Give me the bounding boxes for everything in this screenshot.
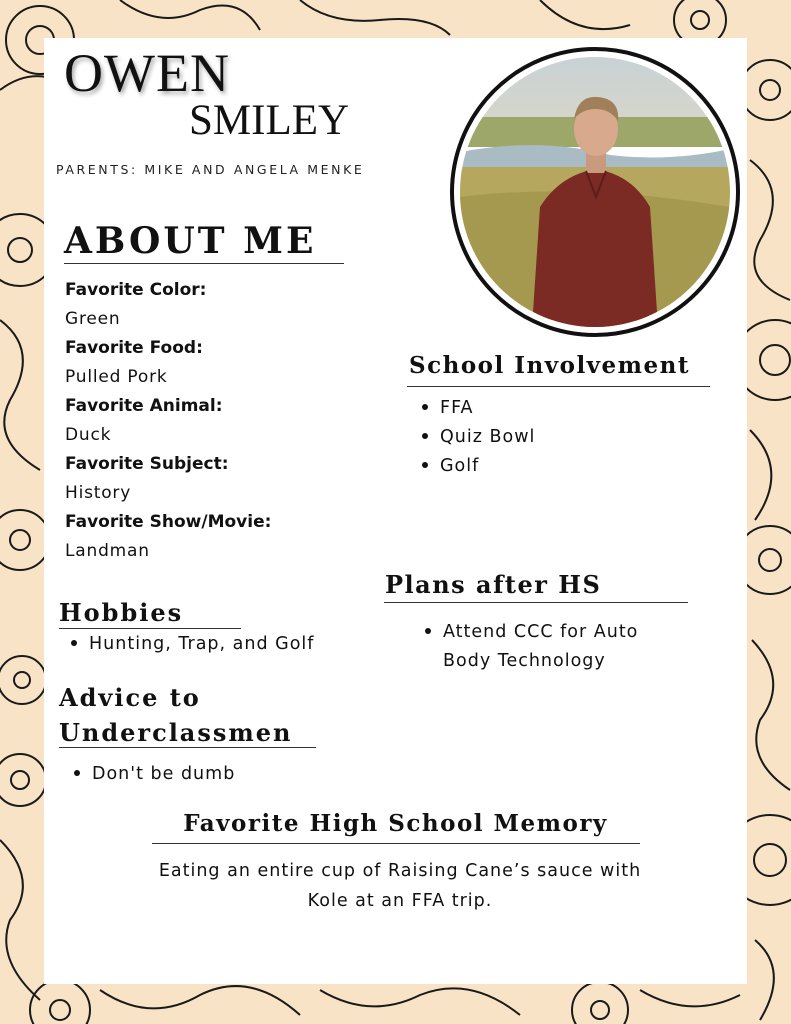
list-item: Quiz Bowl [416, 423, 535, 452]
favorite-subject-label: Favorite Subject: [65, 454, 229, 474]
memory-heading: Favorite High School Memory [183, 810, 608, 837]
favorite-food-label: Favorite Food: [65, 338, 203, 358]
favorites-list [65, 276, 271, 566]
favorite-food-value: Pulled Pork [65, 367, 168, 387]
about-me-heading: ABOUT ME [64, 220, 317, 262]
school-involvement-underline [407, 386, 710, 387]
favorite-animal-value: Duck [65, 425, 112, 445]
memory-text: Eating an entire cup of Raising Cane’s sauce with Kole at an FFA trip. [158, 861, 642, 911]
favorite-color-label: Favorite Color: [65, 280, 207, 300]
advice-heading-line-1: Advice to [59, 683, 201, 712]
advice-list [68, 760, 235, 789]
favorite-color-value: Green [65, 309, 121, 329]
about-me-underline [64, 263, 344, 264]
hobbies-list [65, 630, 314, 659]
favorite-show-value: Landman [65, 541, 150, 561]
plans-underline [384, 602, 688, 603]
first-name: OWEN [64, 43, 230, 103]
hobbies-underline [59, 628, 241, 629]
portrait-frame [450, 47, 740, 337]
list-item: Hunting, Trap, and Golf [65, 630, 314, 659]
memory-underline [152, 843, 640, 844]
list-item: Golf [416, 452, 535, 481]
parents-line: PARENTS: MIKE AND ANGELA MENKE [56, 162, 365, 177]
favorite-animal-label: Favorite Animal: [65, 396, 223, 416]
school-involvement-list [416, 394, 535, 481]
list-item: Don't be dumb [68, 760, 235, 789]
favorite-subject-value: History [65, 483, 132, 503]
favorite-show-label: Favorite Show/Movie: [65, 512, 272, 532]
list-item: Attend CCC for Auto Body Technology [419, 618, 659, 676]
advice-heading [59, 680, 293, 750]
hobbies-heading: Hobbies [59, 598, 184, 627]
last-name: SMILEY [189, 97, 350, 144]
list-item: FFA [416, 394, 535, 423]
profile-card [44, 38, 747, 984]
plans-list [419, 618, 659, 676]
portrait-photo [460, 57, 730, 327]
plans-heading: Plans after HS [385, 570, 602, 599]
school-involvement-heading: School Involvement [409, 352, 690, 379]
advice-underline [59, 747, 316, 748]
advice-heading-line-2: Underclassmen [59, 718, 293, 747]
